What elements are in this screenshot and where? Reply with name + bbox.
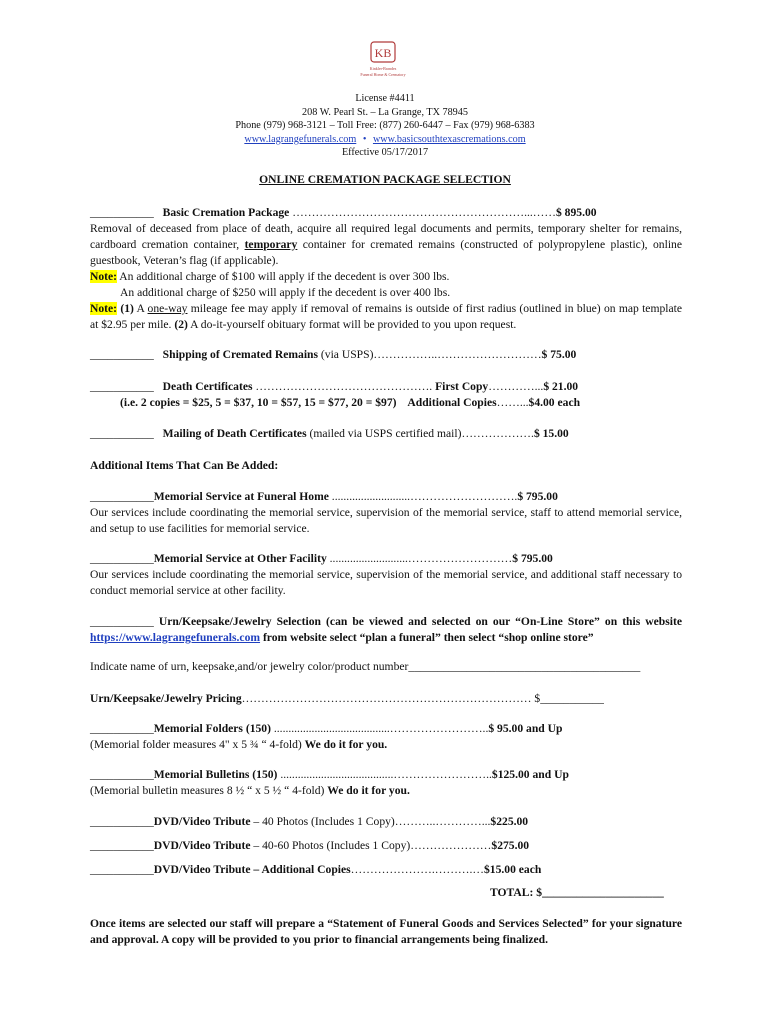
mailing-line bbox=[90, 426, 682, 442]
link-separator: • bbox=[362, 133, 367, 145]
mailing-detail: (mailed via USPS certified mail)………………. bbox=[306, 427, 534, 440]
bulletins-label: Memorial Bulletins (150) bbox=[153, 768, 278, 781]
dvd-60-price: $275.00 bbox=[491, 839, 530, 852]
page-title: ONLINE CREMATION PACKAGE SELECTION bbox=[259, 173, 511, 186]
shipping-label: Shipping of Cremated Remains bbox=[162, 348, 319, 361]
bulletins-line bbox=[90, 767, 682, 783]
dot-leader: ………………………………………………………………… $ bbox=[241, 692, 541, 705]
logo-caption-1: Kinkler-Brandes bbox=[369, 66, 397, 71]
memorial-home-line bbox=[90, 489, 682, 505]
death-certificates-blank[interactable]: ___________ bbox=[90, 380, 154, 393]
dvd-40-detail: – 40 Photos (Includes 1 Copy)………..…………... bbox=[250, 815, 491, 828]
dvd-60-blank[interactable]: ___________ bbox=[90, 839, 154, 852]
dvd-copies-line bbox=[90, 862, 682, 878]
folders-detail bbox=[90, 737, 682, 753]
total-line bbox=[490, 885, 682, 901]
urn-indicate-label: Indicate name of urn, keepsake,and/or jewelry color/product number bbox=[90, 660, 409, 673]
folders-we-do-it: We do it for you. bbox=[304, 738, 388, 751]
memorial-home-blank[interactable]: ___________ bbox=[90, 490, 154, 503]
desc-part: container for cremated remains (constructed of polypropylene plastic), online guestbook, Veteran’s flag (if applicable). bbox=[90, 238, 682, 267]
bulletins-detail bbox=[90, 783, 682, 799]
urn-selection-line bbox=[90, 614, 682, 646]
dot-leader: ........................................…………………….. bbox=[270, 722, 489, 735]
dvd-copies-label: DVD/Video Tribute – Additional Copies bbox=[153, 863, 351, 876]
dot-leader: ……………………………………………………...…… bbox=[289, 206, 556, 219]
note-number: (2) bbox=[174, 318, 188, 331]
mailing-price: $ 15.00 bbox=[533, 427, 569, 440]
copies-pricing: (i.e. 2 copies = $25, 5 = $37, 10 = $57, 15 = $77, 20 = $97) bbox=[120, 396, 397, 409]
bulletins-we-do-it: We do it for you. bbox=[327, 784, 410, 797]
memorial-home-price: $ 795.00 bbox=[517, 490, 558, 503]
link-lagrangefunerals[interactable]: www.lagrangefunerals.com bbox=[244, 133, 357, 145]
logo-caption-2: Funeral Home & Crematory bbox=[360, 72, 406, 77]
effective-date: Effective 05/17/2017 bbox=[341, 147, 429, 159]
note-number: (1) bbox=[120, 302, 134, 315]
temporary-emphasis: temporary bbox=[244, 238, 298, 251]
dot-leader: .......................................…………………….. bbox=[277, 768, 492, 781]
urn-selection-blank[interactable]: ___________ bbox=[90, 615, 154, 628]
letterhead bbox=[0, 92, 770, 160]
license-number: License #4411 bbox=[355, 93, 415, 104]
funeral-home-logo bbox=[357, 40, 409, 86]
dvd-60-label: DVD/Video Tribute bbox=[153, 839, 251, 852]
weight-note bbox=[90, 269, 682, 285]
dot-leader: ...........................………………………. bbox=[328, 490, 518, 503]
urn-indicate-line bbox=[90, 659, 682, 675]
urn-pricing-label: Urn/Keepsake/Jewelry Pricing bbox=[90, 692, 242, 705]
dvd-40-blank[interactable]: ___________ bbox=[90, 815, 154, 828]
basic-cremation-blank[interactable]: ___________ bbox=[90, 206, 154, 219]
one-way-emphasis: one-way bbox=[147, 302, 188, 315]
bulletins-blank[interactable]: ___________ bbox=[90, 768, 154, 781]
dvd-40-label: DVD/Video Tribute bbox=[153, 815, 251, 828]
death-certificates-line bbox=[90, 379, 682, 395]
memorial-home-description: Our services include coordinating the memorial service, supervision of the memorial service, staff to attend memorial service, and setup to use facilities for memorial service. bbox=[90, 506, 682, 535]
folders-label: Memorial Folders (150) bbox=[153, 722, 271, 735]
urn-store-link[interactable]: https://www.lagrangefunerals.com bbox=[90, 631, 261, 644]
weight-note-400: An additional charge of $250 will apply if the decedent is over 400 lbs. bbox=[120, 286, 451, 299]
link-basicsouthtexascremations[interactable]: www.basicsouthtexascremations.com bbox=[372, 133, 526, 145]
note-text: mileage fee may apply if removal of remains is outside of first radius (outlined in blue) on map template at $2.95 per mile. bbox=[90, 302, 682, 331]
memorial-other-blank[interactable]: ___________ bbox=[90, 552, 154, 565]
dvd-40-price: $225.00 bbox=[490, 815, 529, 828]
mailing-label: Mailing of Death Certificates bbox=[162, 427, 307, 440]
folders-measure: (Memorial folder measures 4" x 5 ¾ “ 4-fold) bbox=[90, 738, 305, 751]
death-certificates-label: Death Certificates bbox=[162, 380, 253, 393]
address: 208 W. Pearl St. – La Grange, TX 78945 bbox=[302, 106, 468, 118]
dvd-copies-detail: ………………….……….… bbox=[350, 863, 484, 876]
first-copy-price: $ 21.00 bbox=[543, 380, 579, 393]
memorial-home-label: Memorial Service at Funeral Home bbox=[153, 490, 329, 503]
memorial-other-label: Memorial Service at Other Facility bbox=[153, 552, 327, 565]
urn-indicate-blank[interactable]: ________________________________________ bbox=[408, 660, 641, 673]
bulletins-price: $125.00 and Up bbox=[491, 768, 569, 781]
bulletins-measure: (Memorial bulletin measures 8 ½ “ x 5 ½ “ 4-fold) bbox=[90, 784, 328, 797]
dvd-60-line bbox=[90, 838, 682, 854]
memorial-other-description: Our services include coordinating the memorial service, supervision of the memorial service, and additional staff necessary to conduct memorial service at other facility. bbox=[90, 568, 682, 597]
dot-leader: ………………………………………. bbox=[252, 380, 436, 393]
additional-copies-price: $4.00 each bbox=[528, 396, 581, 409]
basic-cremation-price: $ 895.00 bbox=[555, 206, 597, 219]
basic-cremation-description bbox=[90, 221, 682, 269]
note-text: A bbox=[133, 302, 148, 315]
mileage-note bbox=[90, 301, 682, 333]
note-label: Note: bbox=[90, 302, 118, 315]
dot-leader: …………... bbox=[488, 380, 544, 393]
phone-numbers: Phone (979) 968-3121 – Toll Free: (877) 260-6447 – Fax (979) 968-6383 bbox=[235, 120, 535, 132]
dot-leader: ...........................……………………… bbox=[326, 552, 513, 565]
basic-cremation-label: Basic Cremation Package bbox=[162, 206, 290, 219]
shipping-line bbox=[90, 347, 682, 363]
folders-price: $ 95.00 and Up bbox=[488, 722, 563, 735]
shipping-detail: (via USPS)……………..……………………… bbox=[318, 348, 542, 361]
dot-leader: ……... bbox=[496, 396, 529, 409]
urn-pricing-blank[interactable]: ___________ bbox=[540, 692, 604, 705]
memorial-other-price: $ 795.00 bbox=[512, 552, 553, 565]
dvd-60-detail: – 40-60 Photos (Includes 1 Copy)………………… bbox=[250, 839, 492, 852]
closing-statement: Once items are selected our staff will prepare a “Statement of Funeral Goods and Services Selected” for your signature and approval. A copy will be provided to you prior to financial arrangements being finalized. bbox=[90, 917, 682, 946]
mailing-blank[interactable]: ___________ bbox=[90, 427, 154, 440]
total-label: TOTAL: $ bbox=[490, 886, 543, 899]
shipping-price: $ 75.00 bbox=[541, 348, 577, 361]
additional-copies-label: Additional Copies bbox=[407, 396, 497, 409]
website-links bbox=[0, 133, 770, 147]
shipping-blank[interactable]: ___________ bbox=[90, 348, 154, 361]
weight-note-300: An additional charge of $100 will apply if the decedent is over 300 lbs. bbox=[117, 270, 450, 283]
dvd-copies-price: $15.00 each bbox=[484, 863, 542, 876]
memorial-other-line bbox=[90, 551, 682, 567]
logo-emblem-icon bbox=[357, 40, 409, 86]
note-text: A do-it-yourself obituary format will be provided to you upon request. bbox=[187, 318, 517, 331]
urn-selection-label: Urn/Keepsake/Jewelry Selection (can be viewed and selected on our “On-Line Store” on this website bbox=[158, 615, 682, 628]
urn-selection-label-end: from website select “plan a funeral” then select “shop online store” bbox=[260, 631, 594, 644]
basic-cremation-line bbox=[90, 205, 682, 221]
folders-line bbox=[90, 721, 682, 737]
first-copy-label: First Copy bbox=[435, 380, 489, 393]
death-certificates-pricing bbox=[90, 395, 712, 411]
additional-items-heading: Additional Items That Can Be Added: bbox=[90, 459, 279, 472]
desc-part: Removal of deceased from place of death, acquire all required legal documents and permits, temporary shelter for remains, cardboard cremation container, bbox=[90, 222, 682, 251]
urn-pricing-line bbox=[90, 691, 682, 707]
dvd-40-line bbox=[90, 814, 682, 830]
note-label: Note: bbox=[90, 270, 118, 283]
total-blank[interactable]: _____________________ bbox=[542, 886, 664, 899]
folders-blank[interactable]: ___________ bbox=[90, 722, 154, 735]
logo-initials: KB bbox=[374, 46, 392, 60]
dvd-copies-blank[interactable]: ___________ bbox=[90, 863, 154, 876]
